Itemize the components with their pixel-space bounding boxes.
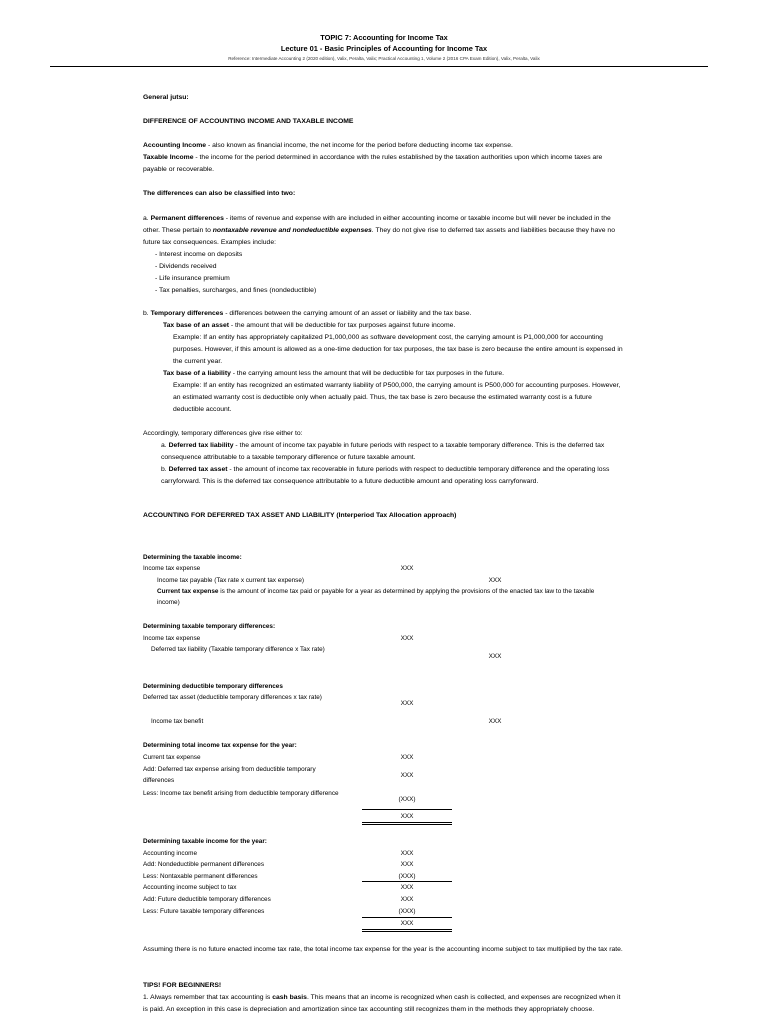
lecture-title: Lecture 01 - Basic Principles of Accounting for Income Tax (280, 44, 488, 53)
tip-1-text-a: 1. Always remember that tax accounting is (143, 994, 273, 1001)
entry-line: Income tax benefit (151, 718, 204, 725)
current-tax-note (143, 586, 615, 608)
total-value: XXX (400, 813, 414, 820)
permanent-differences (143, 213, 623, 297)
entry-line: Less: Income tax benefit arising from deductible temporary difference (143, 790, 339, 797)
entry-title: Determining taxable income for the year: (143, 838, 267, 845)
entry-title: Determining the taxable income: (143, 554, 242, 561)
table-row-value: (XXX) (398, 908, 416, 915)
table-row-label: Accounting income (143, 850, 197, 857)
difference-heading: DIFFERENCE OF ACCOUNTING INCOME AND TAXABLE INCOME (143, 118, 354, 125)
tip-1 (143, 992, 623, 1016)
permanent-term: Permanent differences (150, 215, 224, 222)
total-value: XXX (400, 920, 414, 927)
table-row-value: XXX (400, 884, 414, 891)
double-rule-bottom (362, 931, 452, 932)
temporary-prefix: b. (143, 310, 151, 317)
debit-value: XXX (400, 700, 414, 707)
debit-value: XXX (400, 635, 414, 642)
table-row-label: Less: Future taxable temporary differences (143, 908, 265, 915)
double-rule-bottom (362, 824, 452, 825)
temporary-term: Temporary differences (150, 310, 224, 317)
double-rule-top (362, 822, 452, 823)
assuming-paragraph: Assuming there is no future enacted income tax rate, the total income tax expense for the year is the accounting income subject to tax multiplied by the tax rate. (143, 946, 623, 953)
tax-base-liability-term: Tax base of a liability (163, 370, 231, 377)
permanent-text-2: . They do not give rise to deferred tax assets and liabilities because they have no future tax consequences. Examples include: (143, 227, 615, 246)
entry-line: Income tax expense (143, 565, 201, 572)
entry-title: Determining deductible temporary differences (143, 683, 283, 690)
dtl-prefix: a. (161, 442, 169, 449)
dta-term: Deferred tax asset (168, 466, 228, 473)
entry-line: Deferred tax asset (deductible temporary differences x tax rate) (143, 694, 322, 701)
deferred-heading: ACCOUNTING FOR DEFERRED TAX ASSET AND LIABILITY (Interperiod Tax Allocation approach) (143, 512, 457, 519)
dta-prefix: b. (161, 466, 169, 473)
entry-line: Income tax payable (Tax rate x current tax expense) (157, 577, 305, 584)
table-row-value: XXX (400, 896, 414, 903)
accordingly-paragraph (143, 428, 623, 488)
permanent-example: - Dividends received (155, 263, 217, 270)
permanent-example: - Life insurance premium (155, 275, 230, 282)
accounting-income-text: - also known as financial income, the net income for the period before deducting income tax expense. (206, 142, 513, 149)
table-row-label: Accounting income subject to tax (143, 884, 237, 891)
permanent-italic: nontaxable revenue and nondeductible expenses (212, 227, 372, 234)
taxable-income-term: Taxable Income (143, 154, 194, 161)
subtotal-rule (362, 809, 452, 810)
credit-value: XXX (488, 577, 502, 584)
permanent-example: - Tax penalties, surcharges, and fines (nondeductible) (155, 287, 317, 294)
general-heading: General jutsu: (143, 94, 189, 101)
tip-1-text-c: . This means that an income is recognized when cash is collected, and expenses are recognized when it is paid. An exception in this case is depreciation and amortization since tax accounting still recognizes them in the methods they appropriately choose. (143, 994, 621, 1013)
classified-heading: The differences can also be classified into two: (143, 190, 296, 197)
topic-title: TOPIC 7: Accounting for Income Tax (320, 33, 448, 42)
entry-line: Current tax expense (143, 754, 201, 761)
permanent-text-1: - items of revenue and expense with are included in either accounting income or taxable income but will never be included in the other. These pertain to (143, 215, 611, 234)
tax-base-asset-text: - the amount that will be deductible for tax purposes against future income. (228, 322, 456, 329)
dtl-text: - the amount of income tax payable in future periods with respect to a taxable temporary difference. This is the deferred tax consequence attributable to a taxable temporary difference or future taxable amount. (161, 442, 605, 461)
table-row-label: Add: Nondeductible permanent differences (143, 861, 265, 868)
tax-base-liability-example: Example: If an entity has recognized an estimated warranty liability of P500,000, the carrying amount is P500,000 for accounting purposes. However, an estimated warranty cost is deductible only when actually paid. Thus, the tax base is zero because the estimated warranty cost is a future deductible account. (173, 382, 621, 413)
accordingly-intro: Accordingly, temporary differences give rise either to: (143, 430, 303, 437)
permanent-prefix: a. (143, 215, 151, 222)
tips-title: TIPS! FOR BEGINNERS! (143, 982, 222, 989)
credit-value: XXX (488, 653, 502, 660)
temporary-text: - differences between the carrying amount of an asset or liability and the tax base. (223, 310, 472, 317)
tips-section (143, 980, 623, 1016)
current-tax-text: is the amount of income tax paid or payable for a year as determined by applying the provisions of the enacted tax law to the taxable income) (157, 588, 595, 606)
dtl-term: Deferred tax liability (168, 442, 234, 449)
table-row-label: Add: Future deductible temporary differences (143, 896, 271, 903)
table-row-value: XXX (400, 861, 414, 868)
row-value: XXX (400, 772, 414, 779)
table-row-value: XXX (400, 850, 414, 857)
tip-1-bold: cash basis (272, 994, 307, 1001)
entry-line: Income tax expense (143, 635, 201, 642)
entry-title: Determining taxable temporary differences: (143, 623, 276, 630)
debit-value: XXX (400, 565, 414, 572)
row-value: XXX (400, 754, 414, 761)
row-value: (XXX) (398, 796, 416, 803)
tax-base-asset-example: Example: If an entity has appropriately capitalized P1,000,000 as software development cost, the carrying amount is P1,000,000 for accounting purposes. However, if this amount is allowed as a one-time deduction for tax purposes, the tax base is zero because the entire amount is expensed in the current year. (173, 334, 623, 365)
accounting-income-term: Accounting Income (143, 142, 207, 149)
table-row-label: Less: Nontaxable permanent differences (143, 873, 258, 880)
dta-text: - the amount of income tax recoverable in future periods with respect to deductible temporary difference and the operating loss carryforward. This is the deferred tax consequence attributable to a future deductible amount and operating loss carryforward. (161, 466, 610, 485)
double-rule-top (362, 929, 452, 930)
header-rule (50, 66, 708, 67)
taxable-income-text: - the income for the period determined in accordance with the rules established by the taxation authorities upon which income taxes are payable or recoverable. (143, 154, 603, 173)
tax-base-liability-text: - the carrying amount less the amount that will be deductible for tax purposes in the future. (230, 370, 505, 377)
credit-value: XXX (488, 718, 502, 725)
entry-line: Deferred tax liability (Taxable temporary difference x Tax rate) (151, 646, 325, 653)
temporary-differences (143, 308, 623, 416)
reference-line: Reference: Intermediate Accounting 2 (2020 edition), Valix, Peralta, Valix; Practical Accounting 1, Volume 2 (2016 CPA Exam Edition), Valix, Peralta, Valix (228, 56, 540, 61)
entry-title: Determining total income tax expense for the year: (143, 742, 297, 749)
tax-base-asset-term: Tax base of an asset (163, 322, 229, 329)
permanent-example: - Interest income on deposits (155, 251, 243, 258)
accounting-income-definition (143, 140, 623, 176)
current-tax-term: Current tax expense (157, 588, 219, 595)
entry-line: Add: Deferred tax expense arising from deductible temporary differences (143, 766, 316, 784)
table-row-value: (XXX) (398, 873, 416, 880)
